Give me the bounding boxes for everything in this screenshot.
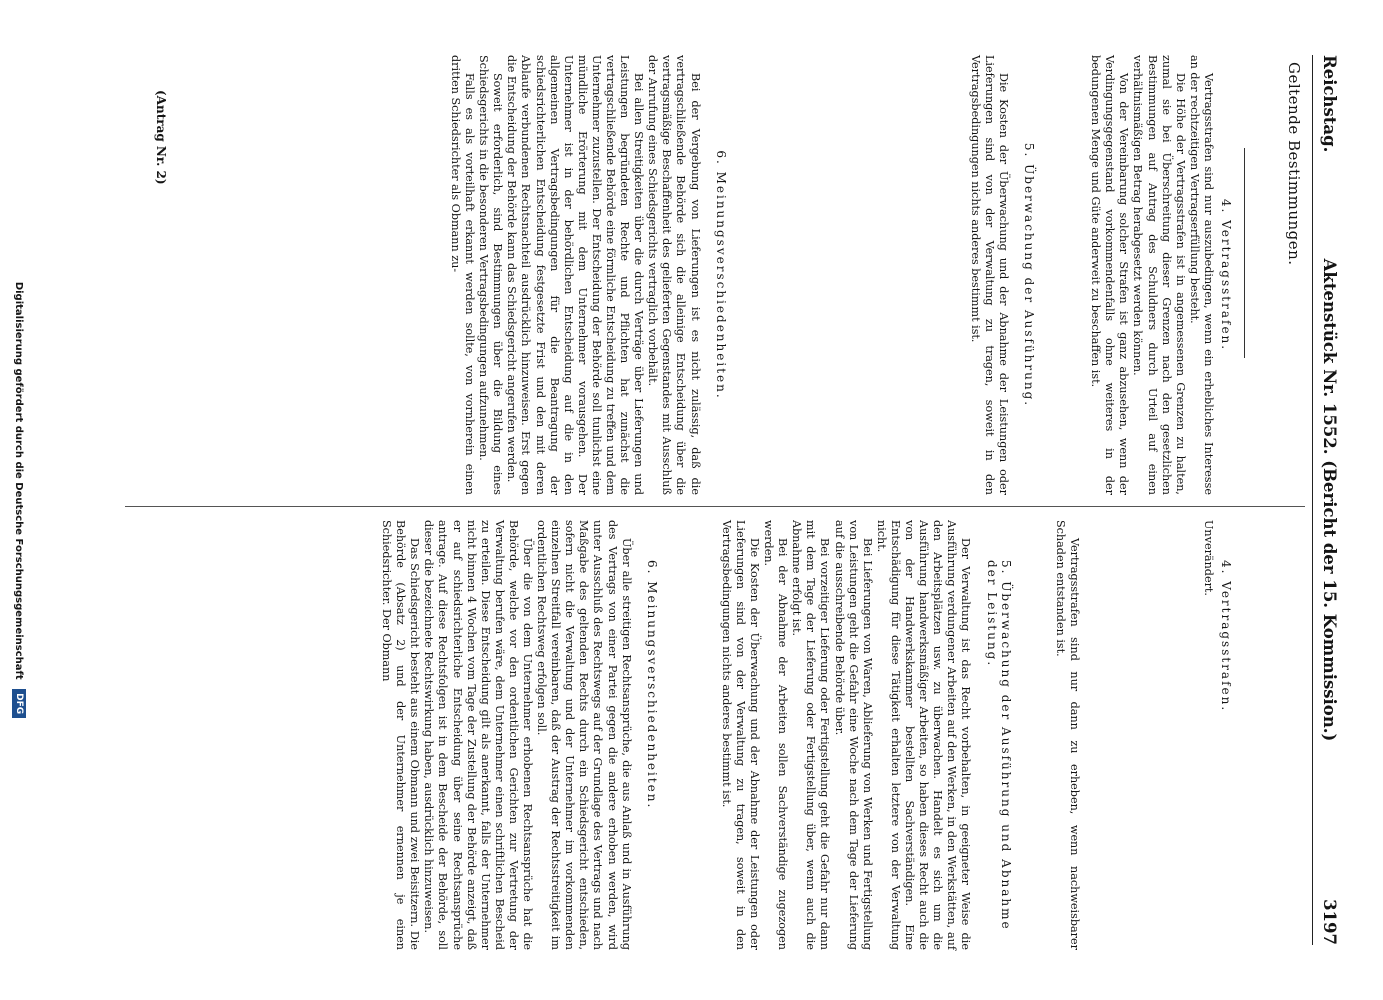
left-s5-paragraph-1: Die Kosten der Überwachung und der Abnahme der Leistungen oder Lieferungen sind von der Verwaltung zu tragen, soweit in den Vertragsbedingungen nichts anderes bestimmt ist. — [968, 55, 1010, 495]
right-s6-paragraph-2: Über die von dem Unternehmer erhobenen Rechtsansprüche hat die Behörde, welche vor den ordentlichen Gerichten zur Vertretung der Verwaltung berufen wäre, dem Unternehmer einen schriftlichen Bescheid zu erteilen. Diese Entscheidung gilt als anerkannt, falls der Unternehmer nicht binnen 4 Wochen vom Tage der Zustellung der Behörde anzeigt, daß er auf schiedsrichterliche Entscheidung über seine Rechtsansprüche antrage. Auf diese Rechtsfolgen ist in dem Bescheide der Behörde, soll dieser die bezeichnete Rechtswirkung haben, ausdrücklich hinzuweisen. — [422, 520, 534, 950]
right-s6-paragraph-3: Das Schiedsgericht besteht aus einem Obmann und zwei Beisitzern. Die Behörde (Absatz 2) und der Unternehmer ernennen je einen Schiedsrichter. Der Obmann — [380, 520, 422, 950]
left-section-6-heading: 6. Meinungsverschiedenheiten. — [713, 150, 728, 400]
right-s5-paragraph-2: Bei Lieferungen von Waren, Ablieferung von Werken und Fertigstellung von Leistungen geht die Gefahr eine Woche nach dem Tage der Lieferung auf die ausschreibende Behörde über. — [832, 520, 874, 950]
left-column — [448, 55, 1233, 495]
right-s5-paragraph-3: Bei vorzeitiger Lieferung oder Fertigstellung geht die Gefahr nur dann mit dem Tage der Lieferung oder Fertigstellung über, wenn auch die Abnahme erfolgt ist. — [790, 520, 832, 950]
left-title-rule — [1244, 148, 1245, 358]
column-divider — [125, 506, 1305, 507]
right-section-6-heading: 6. Meinungsverschiedenheiten. — [644, 560, 659, 810]
header-rule — [1312, 55, 1313, 945]
page-number: 3197 — [1320, 899, 1339, 945]
left-s4-paragraph-1: Vertragsstrafen sind nur auszubedingen, wenn ein erhebliches Interesse an der rechtzeitigen Vertragserfüllung besteht. — [1187, 55, 1215, 495]
right-s4-unchanged: Unverändert. — [1201, 520, 1215, 596]
right-section-4-heading: 4. Vertragsstrafen. — [1219, 560, 1233, 713]
digitization-credit — [5, 0, 31, 1000]
left-s6-paragraph-1: Bei der Vergebung von Lieferungen ist es nicht zulässig, daß die vertragschließende Behörde sich die alleinige Entscheidung über die vertragsmäßige Beschaffenheit des gelieferten Gegenstandes mit Ausschluß der Anrufung eines Schiedsgerichts vertraglich vorbehält. — [646, 55, 702, 495]
left-s4-paragraph-2: Die Höhe der Vertragsstrafen ist in angemessenen Grenzen zu halten, zumal sie bei Überschreitung dieser Grenzen nach den gesetzlichen Bestimmungen auf Antrag des Schuldners durch Urteil auf einen verhältnismäßigen Betrag herabgesetzt werden können. — [1131, 55, 1187, 495]
right-s5-paragraph-5: Die Kosten der Überwachung und der Abnahme der Leistungen oder Lieferungen sind von der Verwaltung zu tragen, soweit in den Vertragsbedingungen nichts anderes bestimmt ist. — [719, 520, 762, 950]
right-s5-paragraph-4: Bei der Abnahme der Arbeiten sollen Sachverständige zugezogen werden. — [762, 520, 790, 950]
left-section-5-heading: 5. Überwachung der Ausführung. — [1022, 142, 1037, 408]
left-section-4-heading: 4. Vertragsstrafen. — [1219, 198, 1233, 352]
right-column — [379, 520, 1233, 950]
left-column-title: Geltende Bestimmungen. — [1285, 62, 1303, 266]
digitization-credit-text: Digitalisierung gefördert durch die Deutsche Forschungsgemeinschaft — [13, 281, 24, 680]
header-reichstag: Reichstag. — [1320, 55, 1339, 153]
dfg-logo: DFG — [12, 689, 26, 718]
header-document-title: Aktenstück Nr. 1552. (Bericht der 15. Kommission.) — [1320, 258, 1339, 742]
page-header — [1315, 55, 1343, 945]
left-s6-paragraph-3: Soweit erforderlich, sind Bestimmungen über die Bildung eines Schiedsgerichts in die besonderen Vertragsbedingungen aufzunehmen. — [477, 55, 505, 495]
amendment-reference: (Antrag Nr. 2) — [154, 90, 168, 185]
left-s4-paragraph-3: Von der Vereinbarung solcher Strafen ist ganz abzusehen, wenn der Verdingungsgegenstand vorkommendenfalls ohne weiteres in der bedungenen Menge und Güte anderweit zu beschaffen ist. — [1089, 55, 1131, 495]
left-s6-paragraph-2: Bei allen Streitigkeiten über die durch Verträge über Lieferungen und Leistungen begründeten Rechte und Pflichten hat zunächst die vertragschließende Behörde eine förmliche Entscheidung zu treffen und dem Unternehmer zuzustellen. Der Entscheidung der Behörde soll tunlichst eine mündliche Erörterung mit dem Unternehmer vorausgehen. Der Unternehmer ist in der behördlichen Entscheidung auf die in den allgemeinen Vertragsbedingungen für die Beantragung der schiedsrichterlichen Entscheidung festgesetzte Frist und den mit deren Ablaufe verbundenen Rechtsnachteil ausdrücklich hinzuweisen. Erst gegen die Entscheidung der Behörde kann das Schiedsgericht angerufen werden. — [505, 55, 646, 495]
right-s5-paragraph-1: Der Verwaltung ist das Recht vorbehalten, in geeigneter Weise die Ausführung verdungener Arbeiten auf den Werken, in den Werkstätten, auf den Arbeitsplätzen usw. zu überwachen. Handelt es sich um die Ausführung handwerksmäßiger Arbeiten, so haben dieses Recht auch die von der Handwerkskammer bestellten Sachverständigen. Eine Entschädigung für diese Tätigkeit erhalten letztere von der Verwaltung nicht. — [874, 520, 973, 950]
left-s6-paragraph-4: Falls es als vorteilhaft erkannt werden sollte, von vornherein einen dritten Schiedsrichter als Obmann zu- — [449, 55, 477, 495]
right-s6-paragraph-1: Über alle streitigen Rechtsansprüche, die aus Anlaß und in Ausführung des Vertrags von einer Partei gegen die andere erhoben werden, wird unter Ausschluß des Rechtswegs auf der Grundlage des Vertrags und nach Maßgabe des geltenden Rechts durch ein Schiedsgericht entschieden, sofern nicht die Verwaltung und der Unternehmer im vorkommenden einzelnen Streitfall vereinbaren, daß der Austrag der Rechtsstreitigkeit im ordentlichen Rechtsweg erfolgen soll. — [535, 520, 633, 950]
right-section-5-heading: 5. Überwachung der Ausführung und Abnahme der Leistung. — [984, 560, 1013, 931]
right-s4-paragraph-1: Vertragsstrafen sind nur dann zu erheben, wenn nachweisbarer Schaden entstanden ist. — [1053, 520, 1081, 950]
